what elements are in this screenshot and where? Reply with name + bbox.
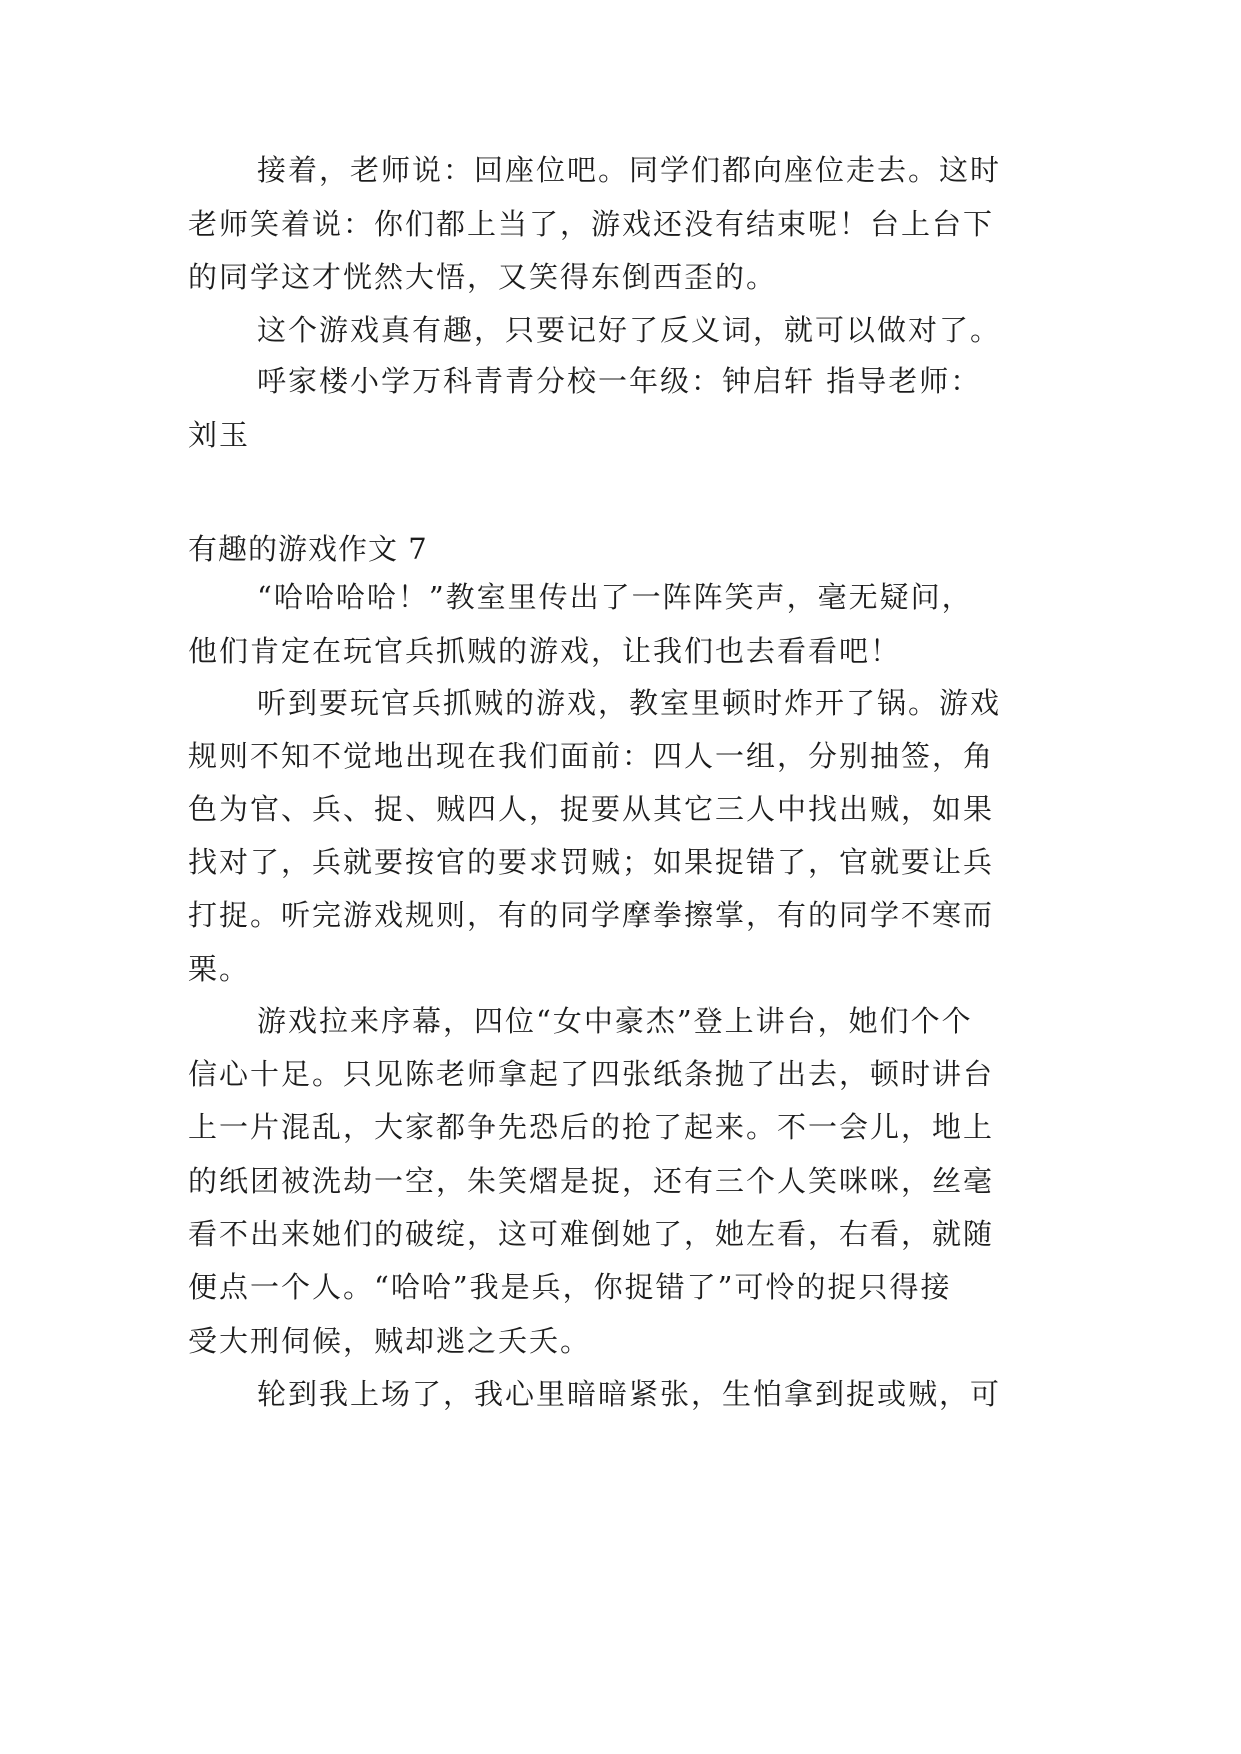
paragraph-line: 这个游戏真有趣，只要记好了反义词，就可以做对了。: [257, 313, 1002, 347]
paragraph-line: 轮到我上场了，我心里暗暗紧张，生怕拿到捉或贼，可: [257, 1377, 1002, 1411]
paragraph-line: 信心十足。只见陈老师拿起了四张纸条抛了出去，顿时讲台: [188, 1057, 995, 1091]
paragraph-line: 的纸团被洗劫一空，朱笑熠是捉，还有三个人笑咪咪，丝毫: [188, 1164, 995, 1198]
paragraph-line: “哈哈哈哈！”教室里传出了一阵阵笑声，毫无疑问，: [257, 580, 973, 614]
paragraph-line: 规则不知不觉地出现在我们面前：四人一组，分别抽签，角: [188, 739, 995, 773]
paragraph-line: 接着，老师说：回座位吧。同学们都向座位走去。这时: [257, 153, 1002, 187]
paragraph-line: 呼家楼小学万科青青分校一年级：钟启轩 指导老师：: [257, 364, 982, 398]
paragraph-line: 受大刑伺候，贼却逃之夭夭。: [188, 1324, 592, 1358]
paragraph-line: 老师笑着说：你们都上当了，游戏还没有结束呢！台上台下: [188, 207, 995, 241]
paragraph-line: 打捉。听完游戏规则，有的同学摩拳擦掌，有的同学不寒而: [188, 898, 995, 932]
paragraph-line: 色为官、兵、捉、贼四人，捉要从其它三人中找出贼，如果: [188, 792, 995, 826]
paragraph-line: 刘玉: [188, 418, 251, 452]
paragraph-line: 看不出来她们的破绽，这可难倒她了，她左看，右看，就随: [188, 1217, 995, 1251]
paragraph-line: 他们肯定在玩官兵抓贼的游戏，让我们也去看看吧！: [188, 634, 902, 668]
paragraph-line: 游戏拉来序幕，四位“女中豪杰”登上讲台，她们个个: [257, 1004, 973, 1038]
paragraph-line: 上一片混乱，大家都争先恐后的抢了起来。不一会儿，地上: [188, 1110, 995, 1144]
paragraph-line: 便点一个人。“哈哈”我是兵，你捉错了”可怜的捉只得接: [188, 1270, 952, 1304]
paragraph-line: 栗。: [188, 952, 251, 986]
paragraph-line: 的同学这才恍然大悟，又笑得东倒西歪的。: [188, 260, 778, 294]
paragraph-line: 听到要玩官兵抓贼的游戏，教室里顿时炸开了锅。游戏: [257, 686, 1002, 720]
paragraph-line: 找对了，兵就要按官的要求罚贼；如果捉错了，官就要让兵: [188, 845, 995, 879]
section-title: 有趣的游戏作文 7: [188, 532, 428, 566]
